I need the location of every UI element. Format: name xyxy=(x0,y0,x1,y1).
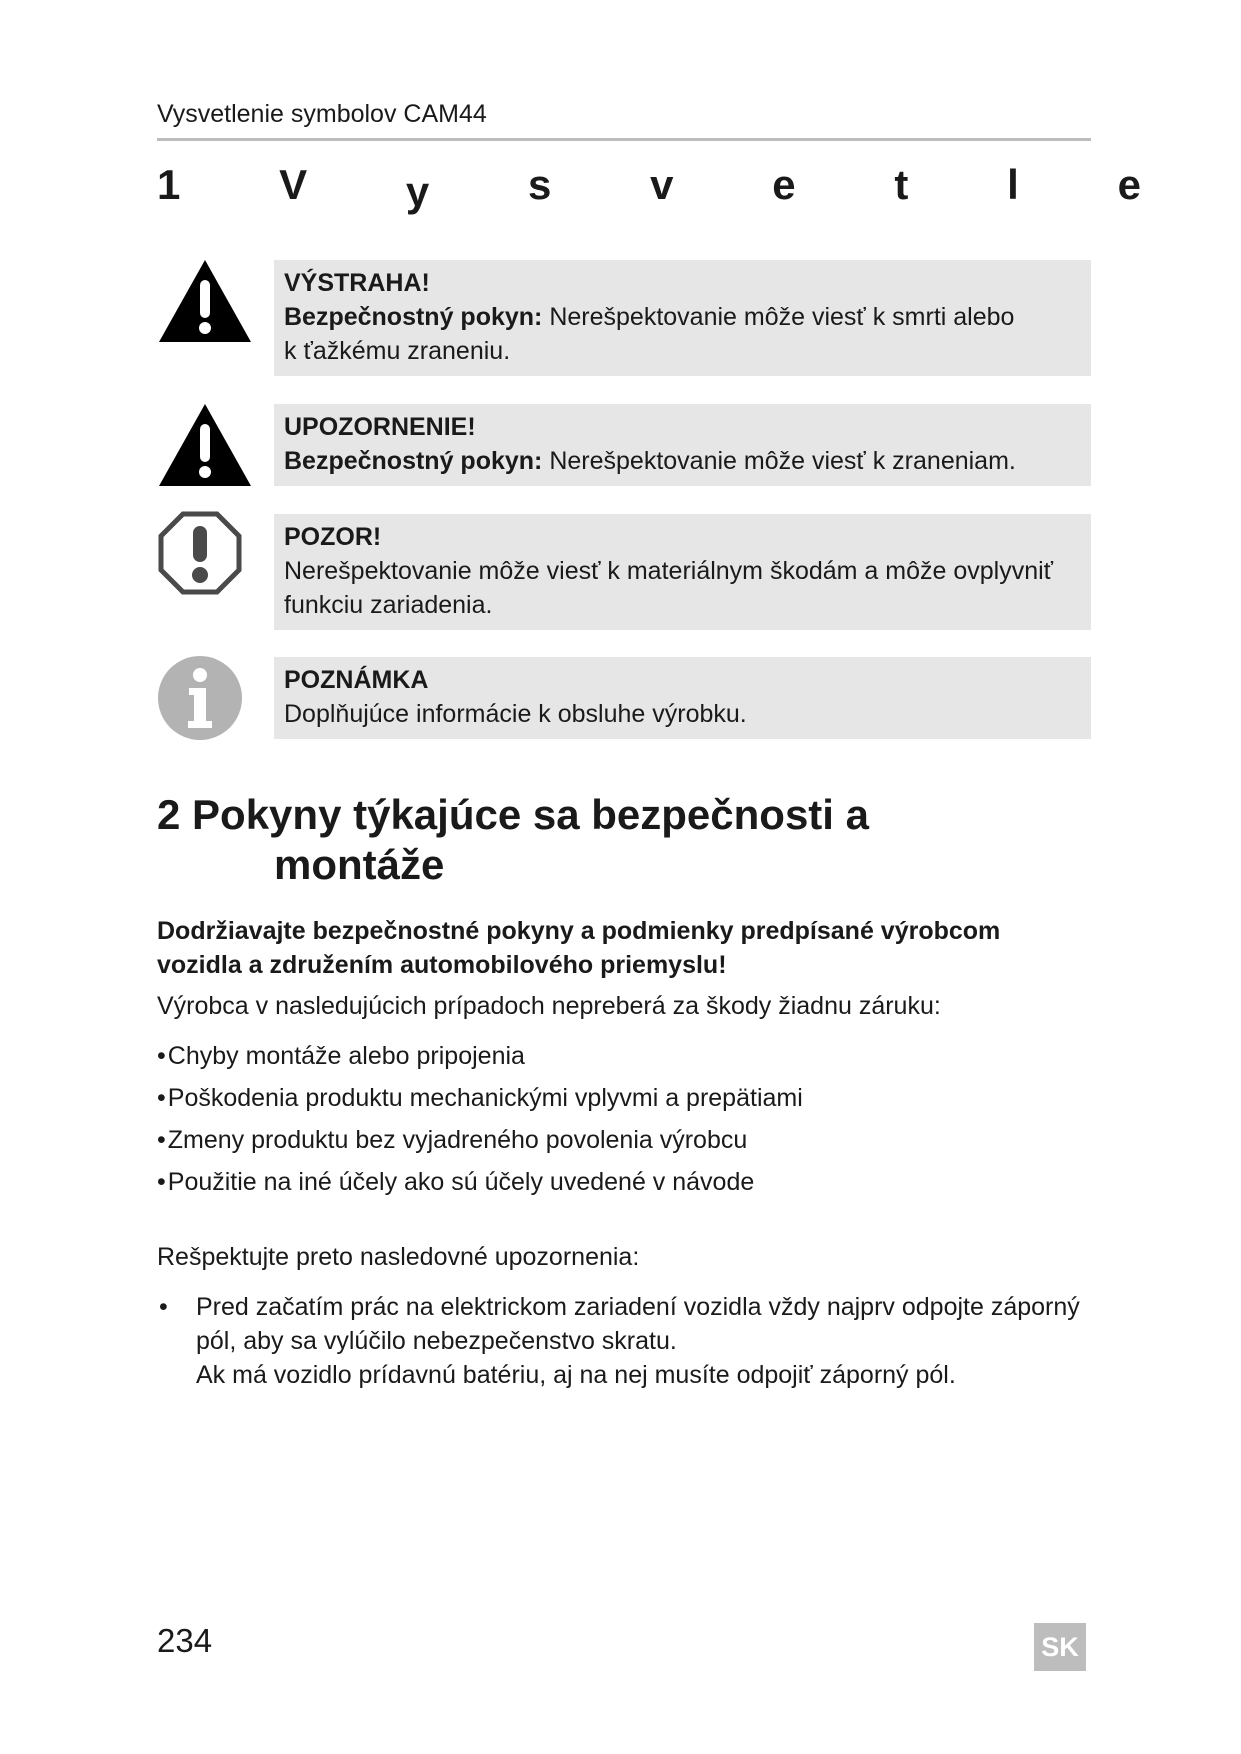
notice-caution xyxy=(274,404,1091,486)
heading-char: e xyxy=(772,161,796,208)
notice-text: Nerešpektovanie môže viesť k zraneniam. xyxy=(549,447,1016,475)
notice-text: Nerešpektovanie môže viesť k smrti alebo xyxy=(549,303,1015,331)
safety-intro xyxy=(157,914,1097,982)
disconnect-battery-note xyxy=(157,1290,1097,1392)
section2-heading xyxy=(157,790,869,890)
heading-char: V xyxy=(279,161,308,208)
liability-list xyxy=(157,1039,803,1207)
heading-char: y xyxy=(405,168,430,215)
heading-char: 1 xyxy=(157,161,181,208)
info-circle-icon xyxy=(157,655,243,741)
notice-attention xyxy=(274,514,1091,630)
notice-text: Doplňujúce informácie k obsluhe výrobku. xyxy=(284,700,747,728)
list-item: • Poškodenia produktu mechanickými vplyvmi a prepätiami xyxy=(157,1081,803,1123)
section2-heading-line2: montáže xyxy=(274,841,445,888)
safety-intro-line2: vozidla a združením automobilového priemyslu! xyxy=(157,951,727,979)
notice-label: Bezpečnostný pokyn: xyxy=(284,447,543,475)
note-line: Ak má vozidlo prídavnú batériu, aj na nej musíte odpojiť záporný pól. xyxy=(196,1361,956,1389)
notice-title: UPOZORNENIE! xyxy=(284,413,476,441)
note-line: Pred začatím prác na elektrickom zariadení vozidla vždy najprv odpojte záporný xyxy=(196,1293,1080,1321)
liability-text: Výrobca v nasledujúcich prípadoch nepreberá za škody žiadnu záruku: xyxy=(157,992,941,1020)
page-number: 234 xyxy=(157,1622,213,1659)
heading-char: l xyxy=(1007,161,1019,208)
heading-char: t xyxy=(894,161,909,208)
respect-text: Rešpektujte preto nasledovné upozornenia: xyxy=(157,1243,640,1271)
section1-heading xyxy=(157,155,1141,215)
warning-triangle-icon xyxy=(157,258,253,344)
notice-label: Bezpečnostný pokyn: xyxy=(284,303,543,331)
language-badge: SK xyxy=(1034,1623,1086,1671)
heading-char: s xyxy=(528,161,552,208)
caution-triangle-icon xyxy=(157,402,253,488)
notice-title: POZOR! xyxy=(284,523,382,551)
safety-intro-line1: Dodržiavajte bezpečnostné pokyny a podmienky predpísané výrobcom xyxy=(157,917,1001,945)
notice-title: VÝSTRAHA! xyxy=(284,269,430,297)
running-header: Vysvetlenie symbolov CAM44 xyxy=(157,100,487,128)
attention-octagon-icon xyxy=(157,510,243,596)
notice-info xyxy=(274,657,1091,739)
section2-heading-line1: 2 Pokyny týkajúce sa bezpečnosti a xyxy=(157,791,869,838)
heading-char: v xyxy=(650,161,674,208)
notice-text-cont: funkciu zariadenia. xyxy=(284,591,493,619)
bullet-dot: • xyxy=(159,1293,168,1321)
note-line: pól, aby sa vylúčilo nebezpečenstvo skratu. xyxy=(196,1327,677,1355)
header-rule xyxy=(157,138,1091,141)
notice-warning xyxy=(274,260,1091,376)
list-item: • Chyby montáže alebo pripojenia xyxy=(157,1039,803,1081)
heading-char: e xyxy=(1117,161,1141,208)
notice-title: POZNÁMKA xyxy=(284,666,429,694)
list-item: • Použitie na iné účely ako sú účely uvedené v návode xyxy=(157,1165,803,1207)
notice-text-cont: k ťažkému zraneniu. xyxy=(284,337,511,365)
list-item: • Zmeny produktu bez vyjadreného povolenia výrobcu xyxy=(157,1123,803,1165)
notice-text: Nerešpektovanie môže viesť k materiálnym škodám a môže ovplyvniť xyxy=(284,557,1054,585)
